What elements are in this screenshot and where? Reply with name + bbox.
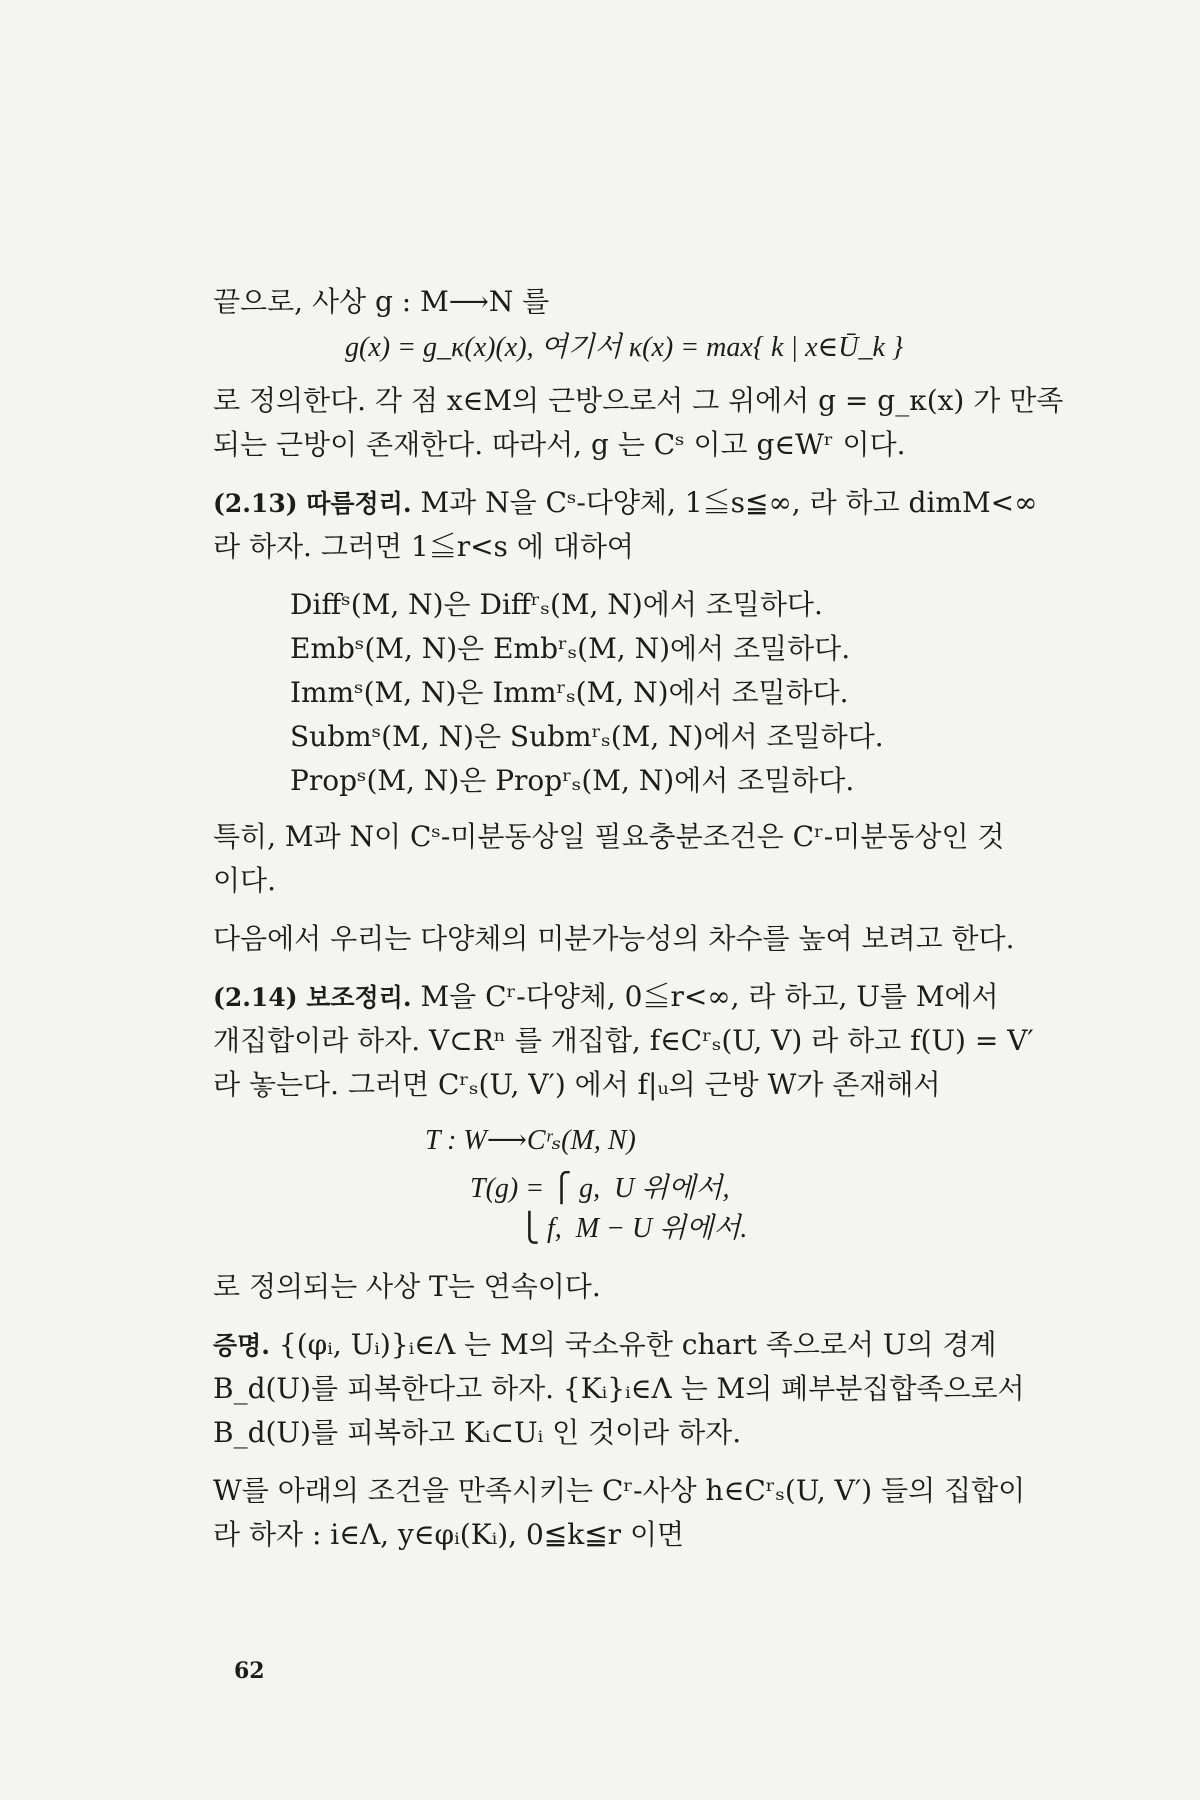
text-line: 개집합이라 하자. V⊂Rⁿ 를 개집합, f∈Cʳₛ(U, V) 라 하고 f(U) = V′ bbox=[213, 1024, 1034, 1057]
formula-line: T : W⟶Cʳₛ(M, N) bbox=[425, 1125, 636, 1156]
lemma-label: (2.14) 보조정리. bbox=[213, 983, 412, 1012]
corollary-label: (2.13) 따름정리. bbox=[213, 489, 412, 518]
proof-label: 증명. bbox=[213, 1331, 271, 1360]
formula-line: g(x) = g_κ(x)(x), 여기서 κ(x) = max{ k | x∈Ū_k } bbox=[345, 332, 904, 363]
list-item: Embˢ(M, N)은 Embʳₛ(M, N)에서 조밀하다. bbox=[290, 632, 851, 665]
text-line: 라 하자 : i∈Λ, y∈φᵢ(Kᵢ), 0≦k≦r 이면 bbox=[213, 1518, 685, 1551]
corollary-heading bbox=[213, 484, 1043, 523]
proof-heading bbox=[213, 1326, 1043, 1365]
formula-line: ⎩ f, M − U 위에서. bbox=[470, 1213, 748, 1244]
text-line: 다음에서 우리는 다양체의 미분가능성의 차수를 높여 보려고 한다. bbox=[213, 922, 1015, 955]
text-line: B_d(U)를 피복하고 Kᵢ⊂Uᵢ 인 것이라 하자. bbox=[213, 1416, 742, 1449]
text-line: B_d(U)를 피복한다고 하자. {Kᵢ}ᵢ∈Λ 는 M의 폐부분집합족으로서 bbox=[213, 1372, 1025, 1405]
page-number: 62 bbox=[234, 1658, 265, 1684]
text-line: 이다. bbox=[213, 864, 276, 897]
text-line: 로 정의되는 사상 T는 연속이다. bbox=[213, 1270, 601, 1303]
formula-line: T(g) = ⎧ g, U 위에서, bbox=[470, 1173, 730, 1204]
lemma-heading bbox=[213, 978, 1043, 1017]
text-line: 라 하자. 그러면 1≦r<s 에 대하여 bbox=[213, 530, 634, 563]
list-item: Submˢ(M, N)은 Submʳₛ(M, N)에서 조밀하다. bbox=[290, 720, 884, 753]
corollary-text: M과 N을 Cˢ-다양체, 1≦s≦∞, 라 하고 dimM<∞ bbox=[420, 486, 1038, 519]
text-line: 로 정의한다. 각 점 x∈M의 근방으로서 그 위에서 g = g_κ(x) 가 만족 bbox=[213, 384, 1064, 417]
text-line: 끝으로, 사상 g : M⟶N 를 bbox=[213, 285, 550, 318]
lemma-text: M을 Cʳ-다양체, 0≦r<∞, 라 하고, U를 M에서 bbox=[420, 980, 999, 1013]
text-line: 라 놓는다. 그러면 Cʳₛ(U, V′) 에서 f|ᵤ의 근방 W가 존재해서 bbox=[213, 1068, 941, 1101]
text-line: 되는 근방이 존재한다. 따라서, g 는 Cˢ 이고 g∈Wʳ 이다. bbox=[213, 428, 906, 461]
list-item: Immˢ(M, N)은 Immʳₛ(M, N)에서 조밀하다. bbox=[290, 676, 849, 709]
text-line: 특히, M과 N이 Cˢ-미분동상일 필요충분조건은 Cʳ-미분동상인 것 bbox=[213, 820, 1005, 853]
list-item: Diffˢ(M, N)은 Diffʳₛ(M, N)에서 조밀하다. bbox=[290, 588, 823, 621]
list-item: Propˢ(M, N)은 Propʳₛ(M, N)에서 조밀하다. bbox=[290, 764, 855, 797]
text-line: W를 아래의 조건을 만족시키는 Cʳ-사상 h∈Cʳₛ(U, V′) 들의 집합이 bbox=[213, 1474, 1026, 1507]
proof-text: {(φᵢ, Uᵢ)}ᵢ∈Λ 는 M의 국소유한 chart 족으로서 U의 경계 bbox=[278, 1328, 997, 1361]
